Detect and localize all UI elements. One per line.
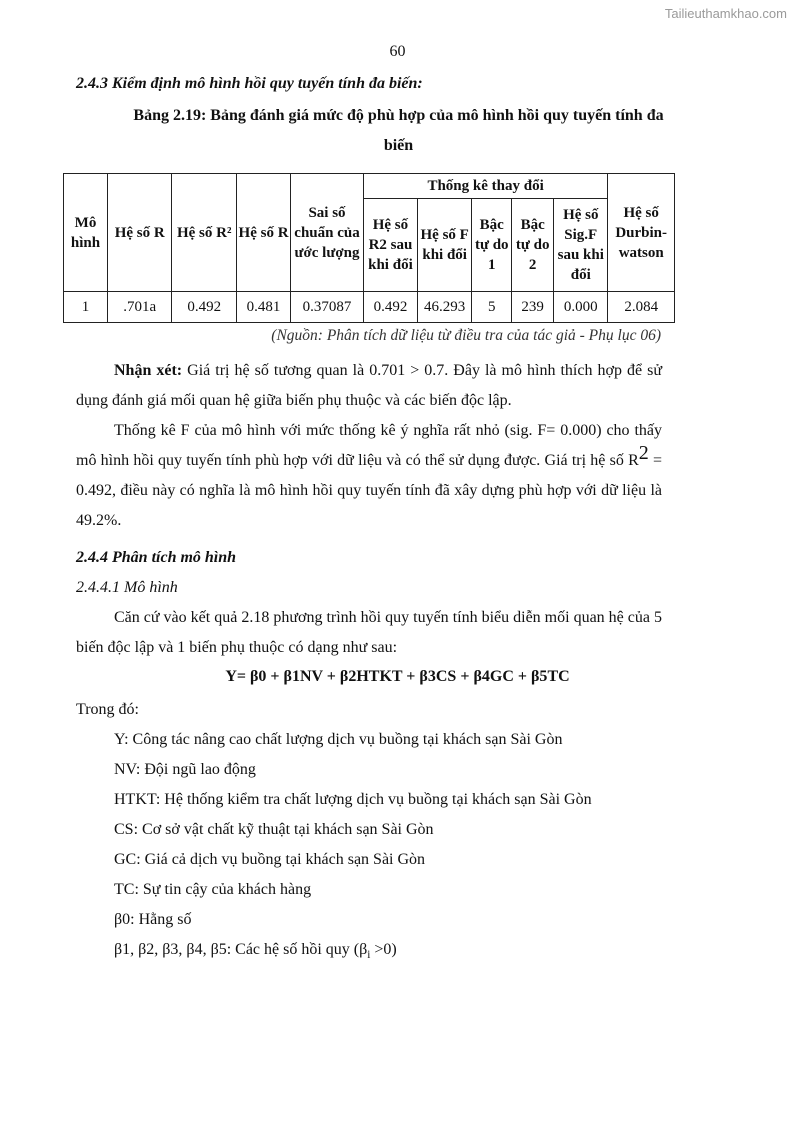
header-std-error: Sai số chuẩn của ước lượng xyxy=(291,174,364,292)
f-para-line-1: Thống kê F của mô hình với mức thống kê ý nghĩa rất nhỏ (sig. F= 0.000) cho thấy mô hình hồi quy tuyến tính phù hợp với dữ liệu và có thể sử dụng được. Giá trị xyxy=(76,422,662,469)
definition-item: HTKT: Hệ thống kiểm tra chất lượng dịch vụ buồng tại khách sạn Sài Gòn xyxy=(114,791,592,808)
eq-beta3: β3 xyxy=(419,668,436,685)
f-para-r2-prefix: hệ số R xyxy=(590,452,639,469)
eq-beta4: β4 xyxy=(473,668,490,685)
model-summary-table xyxy=(63,173,675,323)
watermark: Tailieuthamkhao.com xyxy=(664,6,787,21)
cell-std-error: 0.37087 xyxy=(291,292,364,323)
eq-lhs: Y= xyxy=(225,668,250,685)
header-durbin-watson: Hệ số Durbin-watson xyxy=(608,174,675,292)
section-2-4-4-title: 2.4.4 Phân tích mô hình xyxy=(76,549,237,566)
header-r2: Hệ số R² xyxy=(172,174,236,292)
cell-adj-r: 0.481 xyxy=(236,292,290,323)
header-r: Hệ số R xyxy=(108,174,172,292)
beta0-symbol: β0 xyxy=(114,911,131,928)
cell-df2: 239 xyxy=(512,292,554,323)
cell-r: .701a xyxy=(108,292,172,323)
where-label: Trong đó: xyxy=(76,701,139,718)
eq-term: NV + xyxy=(299,668,340,685)
betas-definition xyxy=(114,941,397,961)
definition-item: TC: Sự tin cậy của khách hàng xyxy=(114,881,312,898)
header-adj-r: Hệ số R xyxy=(236,174,290,292)
eq-term: HTKT + xyxy=(356,668,420,685)
cell-durbin-watson: 2.084 xyxy=(608,292,675,323)
cell-r2-change: 0.492 xyxy=(363,292,417,323)
cell-model: 1 xyxy=(64,292,108,323)
definition-item: GC: Giá cả dịch vụ buồng tại khách sạn Sài Gòn xyxy=(114,851,426,868)
definition-item: Y: Công tác nâng cao chất lượng dịch vụ buồng tại khách sạn Sài Gòn xyxy=(114,731,563,748)
header-change-statistics: Thống kê thay đổi xyxy=(363,174,608,199)
eq-term: CS + xyxy=(435,668,474,685)
header-model: Mô hình xyxy=(64,174,108,292)
f-statistic-paragraph xyxy=(76,416,662,536)
comment-paragraph xyxy=(76,356,662,416)
page-number: 60 xyxy=(389,43,406,60)
model-intro-paragraph: Căn cứ vào kết quả 2.18 phương trình hồi quy tuyến tính biểu diễn mối quan hệ của 5 biến độc lập và 1 biến phụ thuộc có dạng như sau: xyxy=(76,609,662,656)
eq-term: TC xyxy=(547,668,570,685)
betas-symbols: β1, β2, β3, β4, β5 xyxy=(114,941,227,958)
header-r2-change: Hệ số R2 sau khi đổi xyxy=(363,199,417,292)
cell-f-change: 46.293 xyxy=(418,292,472,323)
table-caption-line-1: Bảng 2.19: Bảng đánh giá mức độ phù hợp của mô hình hồi quy tuyến tính đa xyxy=(133,107,664,124)
betas-subscript: i xyxy=(367,949,371,962)
definition-item: NV: Đội ngũ lao động xyxy=(114,761,256,778)
section-2-4-3-title: 2.4.3 Kiểm định mô hình hồi quy tuyến tính đa biến: xyxy=(76,75,423,92)
eq-beta5: β5 xyxy=(531,668,548,685)
table-row xyxy=(64,292,675,323)
f-para-r2-superscript: 2 xyxy=(638,442,649,464)
header-df2: Bậc tự do 2 xyxy=(512,199,554,292)
header-f-change: Hệ số F khi đổi xyxy=(418,199,472,292)
comment-text: Giá trị hệ số tương quan là 0.701 > 0.7. Đây là mô hình thích hợp để sử dụng đánh giá mối quan hệ giữa biến phụ thuộc và các biến độc lập. xyxy=(76,362,663,409)
beta0-text: : Hằng số xyxy=(130,911,192,928)
header-sig-f-change: Hệ số Sig.F sau khi đổi xyxy=(554,199,608,292)
betas-end: >0) xyxy=(370,941,397,958)
cell-df1: 5 xyxy=(472,292,512,323)
eq-term: + xyxy=(266,668,284,685)
regression-equation xyxy=(0,668,795,686)
cell-sig-f: 0.000 xyxy=(554,292,608,323)
eq-beta0: β0 xyxy=(249,668,267,685)
cell-r2: 0.492 xyxy=(172,292,236,323)
eq-beta2: β2 xyxy=(339,668,357,685)
section-2-4-4-1-title: 2.4.4.1 Mô hình xyxy=(76,579,178,596)
betas-text: : Các hệ số hồi quy (β xyxy=(226,941,368,958)
eq-term: GC + xyxy=(489,668,531,685)
table-header-row xyxy=(64,174,675,199)
eq-beta1: β1 xyxy=(283,668,300,685)
table-caption-line-2: biến xyxy=(383,137,414,154)
table-caption xyxy=(76,101,721,161)
comment-label: Nhận xét: xyxy=(114,362,183,379)
source-note: (Nguồn: Phân tích dữ liệu từ điều tra của tác giả - Phụ lục 06) xyxy=(271,327,661,344)
beta0-definition xyxy=(114,911,191,929)
definition-item: CS: Cơ sở vật chất kỹ thuật tại khách sạn Sài Gòn xyxy=(114,821,434,838)
header-df1: Bậc tự do 1 xyxy=(472,199,512,292)
f-para-r2-rest: = 0.492, điều này có nghĩa là mô hình hồi quy tuyến tính đã xây dựng phù hợp với dữ liệu là 49.2%. xyxy=(76,452,662,529)
